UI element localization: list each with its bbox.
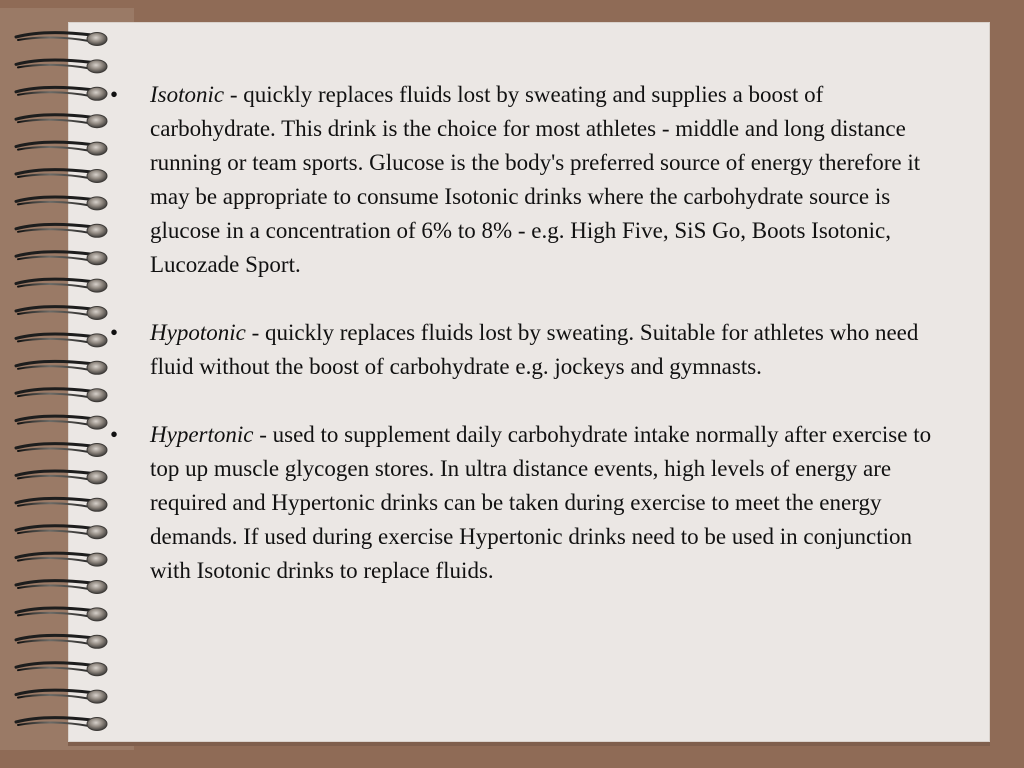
- spiral-wire-front: [18, 174, 89, 178]
- bullet-marker: •: [110, 82, 119, 107]
- list-item-hypertonic: [110, 418, 950, 588]
- binding-hole: [87, 553, 107, 566]
- binding-hole: [87, 416, 107, 429]
- slide-content: [110, 78, 950, 588]
- spiral-wire-front: [18, 668, 89, 672]
- spiral-wire-front: [18, 722, 89, 726]
- spiral-wire-front: [18, 311, 89, 315]
- spiral-wire-front: [18, 448, 89, 452]
- binding-hole: [87, 224, 107, 237]
- spiral-wire-front: [18, 421, 89, 425]
- binding-hole: [87, 471, 107, 484]
- term-isotonic: Isotonic: [150, 82, 225, 107]
- spiral-wire-front: [18, 147, 89, 151]
- binding-hole: [87, 334, 107, 347]
- description-isotonic: - quickly replaces fluids lost by sweating and supplies a boost of carbohydrate. This drink is the choice for most athletes - middle and long distance running or team sports. Glucose is the body's preferred source of energy therefore it may be appropriate to consume Isotonic drinks where the carbohydrate source is glucose in a concentration of 6% to 8% - e.g. High Five, SiS Go, Boots Isotonic, Lucozade Sport.: [150, 82, 921, 277]
- spiral-wire-front: [18, 476, 89, 480]
- spiral-wire-front: [18, 229, 89, 233]
- list-item-isotonic: [110, 78, 950, 282]
- binding-hole: [87, 635, 107, 648]
- description-hypertonic: - used to supplement daily carbohydrate intake normally after exercise to top up muscle glycogen stores. In ultra distance events, high levels of energy are required and Hypertonic drinks can be taken during exercise to meet the energy demands. If used during exercise Hypertonic drinks need to be used in conjunction with Isotonic drinks to replace fluids.: [150, 422, 932, 583]
- list-item-hypotonic: [110, 316, 950, 384]
- spiral-wire-front: [18, 202, 89, 206]
- binding-hole: [87, 307, 107, 320]
- binding-hole: [87, 718, 107, 731]
- spiral-wire-front: [18, 37, 89, 41]
- binding-hole: [87, 444, 107, 457]
- binding-hole: [87, 526, 107, 539]
- spiral-wire-front: [18, 92, 89, 96]
- binding-hole: [87, 690, 107, 703]
- binding-hole: [87, 197, 107, 210]
- spiral-wire-front: [18, 531, 89, 535]
- spiral-wire-front: [18, 585, 89, 589]
- spiral-wire-front: [18, 503, 89, 507]
- binding-hole: [87, 498, 107, 511]
- bullet-marker: •: [110, 422, 119, 447]
- term-hypertonic: Hypertonic: [150, 422, 254, 447]
- binding-hole: [87, 389, 107, 402]
- binding-hole: [87, 663, 107, 676]
- binding-hole: [87, 279, 107, 292]
- binding-hole: [87, 170, 107, 183]
- description-hypotonic: - quickly replaces fluids lost by sweating. Suitable for athletes who need fluid without the boost of carbohydrate e.g. jockeys and gymnasts.: [150, 320, 919, 379]
- spiral-wire-front: [18, 640, 89, 644]
- binding-hole: [87, 361, 107, 374]
- binding-hole: [87, 581, 107, 594]
- spiral-wire-front: [18, 65, 89, 69]
- spiral-wire-front: [18, 339, 89, 343]
- spiral-wire-front: [18, 120, 89, 124]
- spiral-wire-front: [18, 394, 89, 398]
- binding-hole: [87, 608, 107, 621]
- binding-hole: [87, 142, 107, 155]
- spiral-wire-front: [18, 257, 89, 261]
- binding-hole: [87, 60, 107, 73]
- binding-hole: [87, 252, 107, 265]
- spiral-wire-front: [18, 284, 89, 288]
- binding-hole: [87, 115, 107, 128]
- spiral-wire-front: [18, 613, 89, 617]
- spiral-wire-front: [18, 558, 89, 562]
- term-hypotonic: Hypotonic: [150, 320, 246, 345]
- bullet-marker: •: [110, 320, 119, 345]
- binding-hole: [87, 87, 107, 100]
- binding-hole: [87, 33, 107, 46]
- spiral-wire-front: [18, 366, 89, 370]
- page-shadow: [68, 742, 990, 746]
- spiral-wire-front: [18, 695, 89, 699]
